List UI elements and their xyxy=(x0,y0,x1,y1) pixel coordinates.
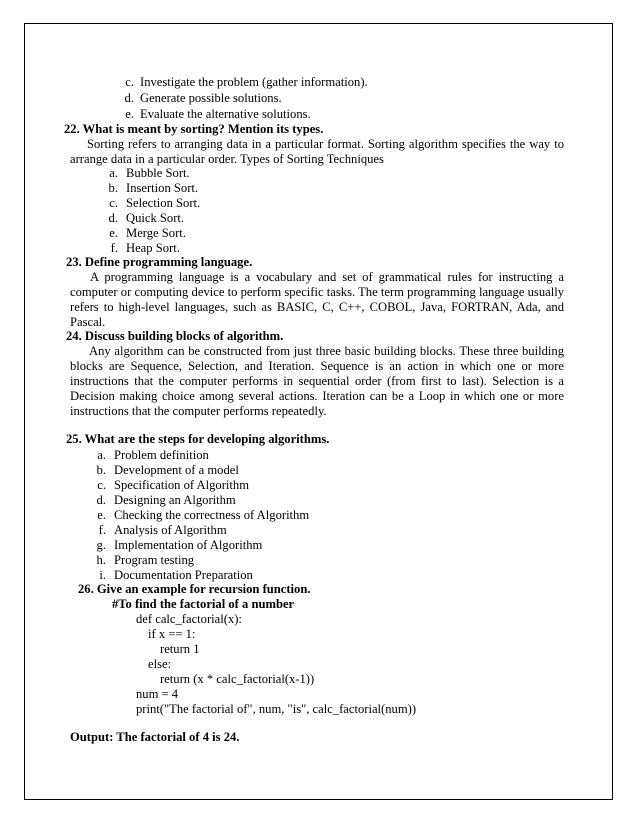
question-25-heading: 25. What are the steps for developing algorithms. xyxy=(66,432,330,446)
code-line: if x == 1: xyxy=(148,627,196,641)
question-26-heading: 26. Give an example for recursion function. xyxy=(78,582,311,596)
list-item: Development of a model xyxy=(114,463,239,477)
list-marker: i. xyxy=(99,568,106,582)
q24-paragraph-line: Decision making choice among several actions. Iteration can be a Loop in which one or more xyxy=(70,389,564,403)
list-item: Investigate the problem (gather information). xyxy=(140,75,368,89)
q24-paragraph-line: instructions that the computer performs in sequential order (from first to last). Selection is a xyxy=(70,374,564,388)
list-item: Quick Sort. xyxy=(126,211,185,225)
list-marker: e. xyxy=(109,226,118,240)
code-line: else: xyxy=(148,657,172,671)
list-marker: a. xyxy=(109,166,118,180)
list-marker: f. xyxy=(98,523,106,537)
list-marker: b. xyxy=(108,181,118,195)
q23-paragraph-line: refers to high-level languages, such as BASIC, C, C++, COBOL, Java, FORTRAN, Ada, and xyxy=(70,300,564,314)
list-marker: c. xyxy=(97,478,106,492)
list-item: Heap Sort. xyxy=(126,241,180,255)
q24-paragraph-line: blocks are Sequence, Selection, and Iteration. Sequence is an action in which one or more xyxy=(70,359,564,373)
question-23-heading: 23. Define programming language. xyxy=(66,255,253,269)
list-item: Evaluate the alternative solutions. xyxy=(140,107,311,121)
q22-paragraph-line: Sorting refers to arranging data in a particular format. Sorting algorithm specifies the way to xyxy=(87,137,564,151)
question-24-heading: 24. Discuss building blocks of algorithm. xyxy=(66,329,284,343)
list-marker: e. xyxy=(97,508,106,522)
list-marker: d. xyxy=(124,91,134,105)
list-item: Designing an Algorithm xyxy=(114,493,236,507)
list-item: Selection Sort. xyxy=(126,196,201,210)
list-item: Problem definition xyxy=(114,448,209,462)
q23-paragraph-line: computer or computing device to perform specific tasks. The term programming language usually xyxy=(70,285,564,299)
code-line: num = 4 xyxy=(136,687,179,701)
list-marker: h. xyxy=(96,553,106,567)
list-item: Documentation Preparation xyxy=(114,568,253,582)
q23-paragraph-line: Pascal. xyxy=(70,315,106,329)
code-line: return 1 xyxy=(160,642,200,656)
q23-paragraph-line: A programming language is a vocabulary and set of grammatical rules for instructing a xyxy=(90,270,564,284)
list-item: Bubble Sort. xyxy=(126,166,190,180)
list-marker: b. xyxy=(96,463,106,477)
list-marker: g. xyxy=(96,538,106,552)
list-marker: f. xyxy=(110,241,118,255)
question-22-heading: 22. What is meant by sorting? Mention its types. xyxy=(64,122,324,136)
q22-paragraph-line: arrange data in a particular order. Types of Sorting Techniques xyxy=(70,152,384,166)
list-marker: d. xyxy=(108,211,118,225)
list-item: Specification of Algorithm xyxy=(114,478,250,492)
q24-paragraph-line: Any algorithm can be constructed from just three basic building blocks. These three building xyxy=(89,344,564,358)
list-item: Implementation of Algorithm xyxy=(114,538,263,552)
list-marker: e. xyxy=(125,107,134,121)
list-marker: c. xyxy=(125,75,134,89)
code-line: def calc_factorial(x): xyxy=(136,612,242,626)
code-line: return (x * calc_factorial(x-1)) xyxy=(160,672,315,686)
program-output: Output: The factorial of 4 is 24. xyxy=(70,730,240,744)
code-comment: #To find the factorial of a number xyxy=(112,597,295,611)
list-item: Generate possible solutions. xyxy=(140,91,282,105)
list-item: Insertion Sort. xyxy=(126,181,199,195)
q24-paragraph-line: instructions that the computer performs repeatedly. xyxy=(70,404,327,418)
list-marker: a. xyxy=(97,448,106,462)
list-item: Analysis of Algorithm xyxy=(114,523,227,537)
list-item: Checking the correctness of Algorithm xyxy=(114,508,310,522)
code-line: print("The factorial of", num, "is", calc_factorial(num)) xyxy=(136,702,417,716)
list-item: Program testing xyxy=(114,553,195,567)
list-marker: d. xyxy=(96,493,106,507)
list-item: Merge Sort. xyxy=(126,226,186,240)
list-marker: c. xyxy=(109,196,118,210)
